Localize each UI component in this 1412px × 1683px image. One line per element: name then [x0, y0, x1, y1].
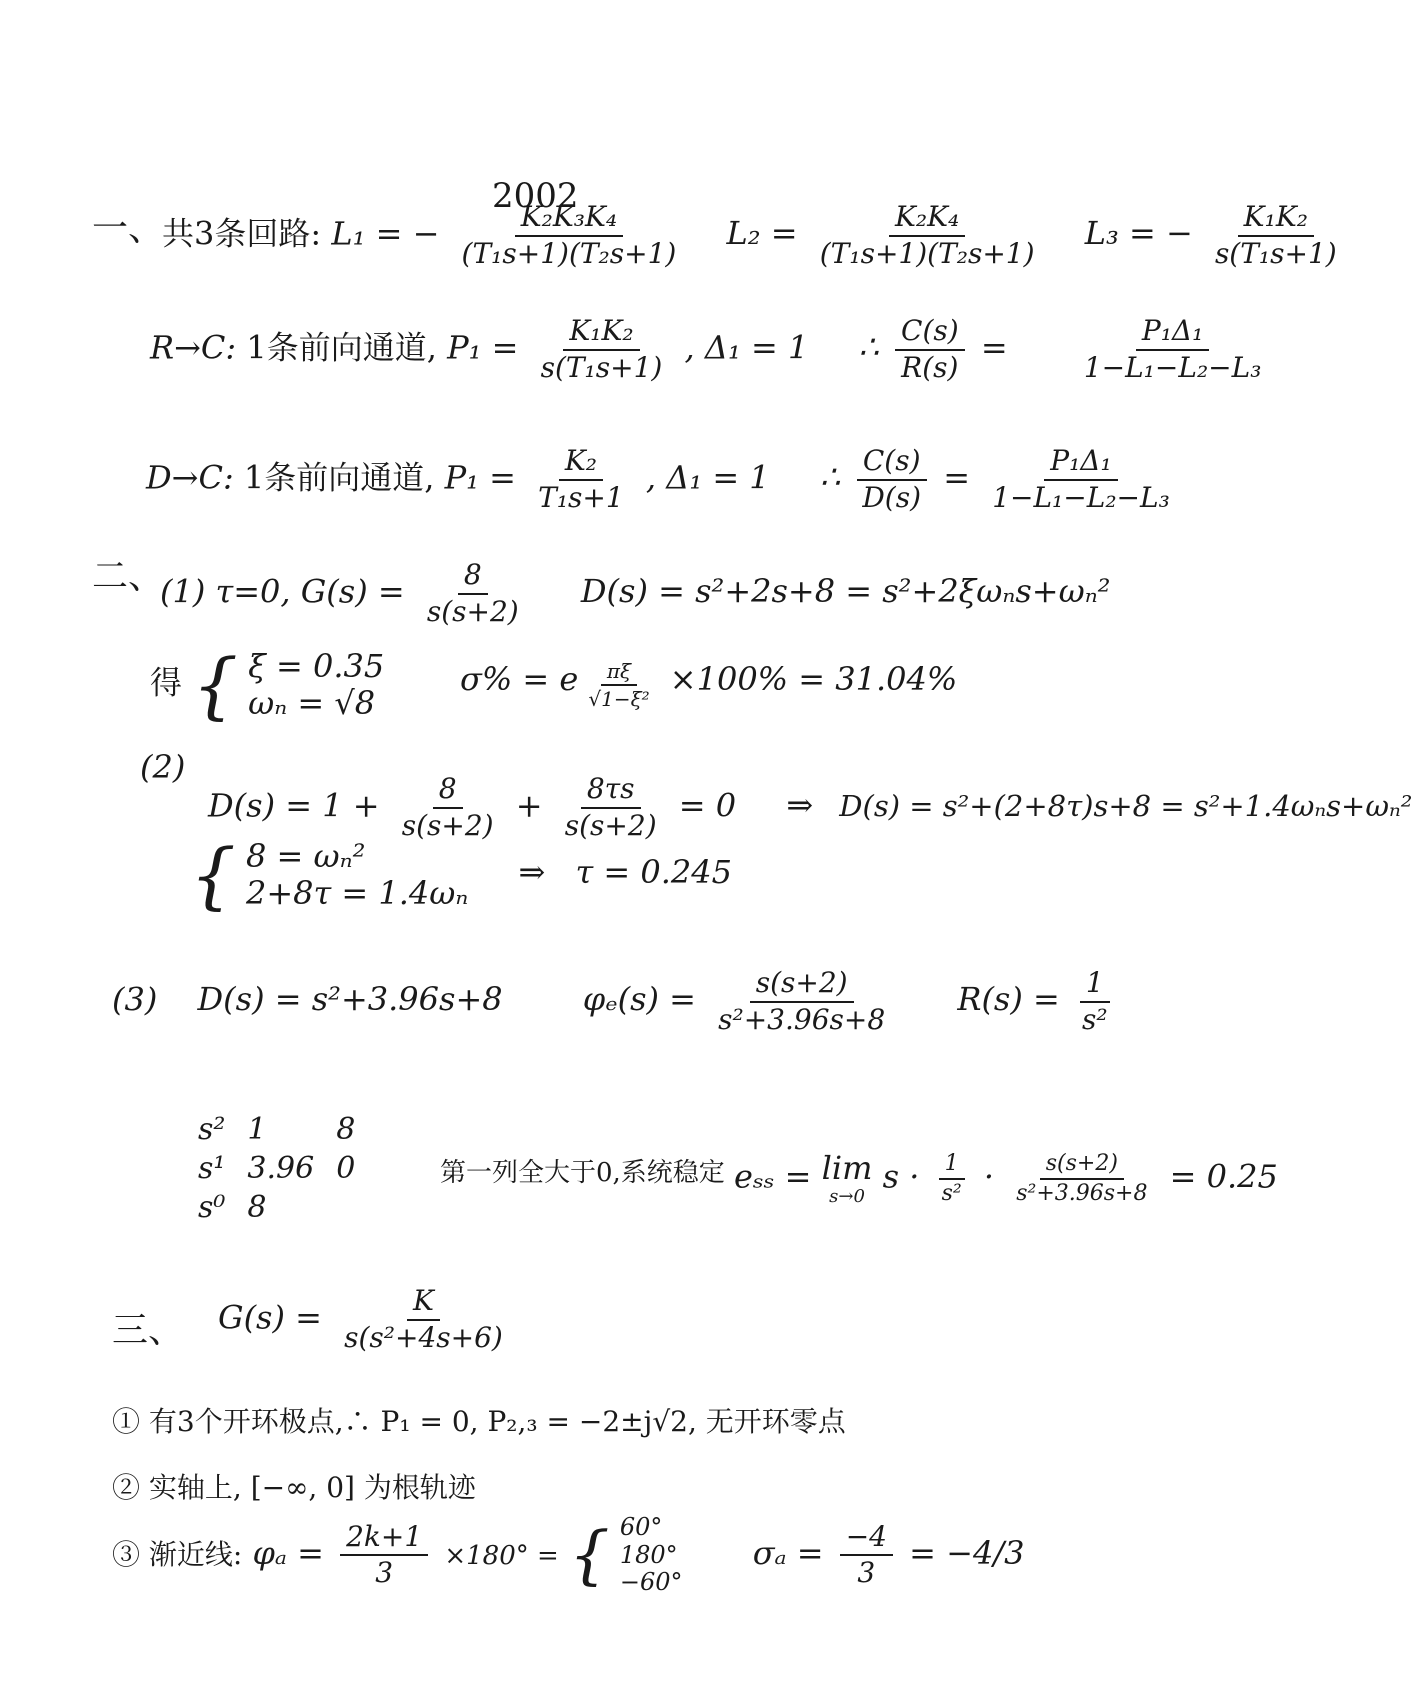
rc-label: R→C: — [150, 328, 237, 367]
section-3-g — [218, 1286, 515, 1354]
ess-f2-fraction — [1010, 1152, 1153, 1206]
part1-overshoot — [460, 660, 957, 710]
loop-l3-numerator: K₁K₂ — [1238, 202, 1314, 237]
part2-d-lhs: D(s) = 1 + — [208, 786, 380, 825]
part2-label: (2) — [140, 748, 186, 786]
part2-tau: τ = 0.245 — [575, 853, 732, 892]
rc-therefore: ∴ — [858, 328, 879, 367]
dc-result-numerator: P₁Δ₁ — [1044, 446, 1118, 481]
part1-xi: ξ = 0.35 — [248, 647, 385, 685]
ess-result: = 0.25 — [1169, 1157, 1278, 1196]
dc-result-denominator: 1−L₁−L₂−L₃ — [992, 480, 1170, 514]
ess-limit — [822, 1150, 873, 1207]
part2-f2-fraction — [559, 774, 663, 842]
part3-r-numerator: 1 — [1080, 968, 1110, 1003]
s3-phi-denominator: 3 — [375, 1556, 394, 1590]
dc-delta: , Δ₁ = 1 — [645, 458, 770, 497]
part1-sigma-lhs: σ% = e — [460, 660, 579, 698]
routh-cell: 3.96 — [247, 1151, 315, 1186]
dc-p-denominator: T₁s+1 — [538, 480, 624, 514]
routh-note: 第一列全大于0,系统稳定 — [440, 1158, 725, 1188]
loop-l1-lhs: L₁ = − — [331, 214, 440, 253]
s3-angle: 180° — [619, 1540, 678, 1569]
part1-g-numerator: 8 — [458, 560, 488, 595]
rc-tf-denominator: R(s) — [901, 350, 959, 384]
s3-item-1: ① 有3个开环极点,∴ P₁ = 0, P₂,₃ = −2±j√2, 无开环零点 — [112, 1405, 846, 1438]
rc-tf-numerator: C(s) — [895, 316, 965, 351]
part1-exponent — [582, 660, 655, 710]
dc-equals: = — [943, 458, 971, 497]
part1-result — [150, 642, 385, 727]
s3-angles-brace: { — [568, 1518, 610, 1593]
part1-get: 得 — [150, 663, 183, 702]
part2-implies: ⇒ — [786, 786, 814, 825]
part2-f1-numerator: 8 — [433, 774, 463, 809]
part2-implies-2: ⇒ — [518, 853, 546, 892]
rc-equals: = — [980, 328, 1008, 367]
ess-lim: lim — [821, 1149, 873, 1187]
part1-brace: { — [192, 642, 238, 727]
s3-sigma-denominator: 3 — [857, 1556, 876, 1590]
dc-line — [146, 446, 1182, 514]
rc-p-fraction — [535, 316, 669, 384]
s3-angle: −60° — [619, 1568, 683, 1597]
loop-l2-fraction — [814, 202, 1041, 270]
routh-cell: 8 — [247, 1190, 267, 1225]
routh-cell: s¹ — [198, 1151, 226, 1186]
s3-g-numerator: K — [407, 1286, 440, 1321]
s3-phi-multiplier: ×180° = — [444, 1540, 559, 1571]
section-1-number: 一、 — [92, 208, 165, 249]
ess-f2-numerator: s(s+2) — [1040, 1152, 1124, 1180]
s3-phi-numerator: 2k+1 — [340, 1522, 428, 1557]
part2-f1-denominator: s(s+2) — [401, 808, 494, 842]
section-2-number: 二、 — [92, 556, 165, 597]
routh-cell: 1 — [247, 1112, 267, 1147]
part1-exponent-denominator: √1−ξ² — [588, 687, 650, 711]
ess-f1-fraction — [936, 1152, 968, 1206]
s3-sigma-rhs: = −4/3 — [909, 1533, 1025, 1572]
dc-text: 1条前向通道, — [243, 458, 435, 497]
part1-g-denominator: s(s+2) — [426, 594, 519, 628]
part2-equations — [246, 838, 468, 912]
part2-eq2: 2+8τ = 1.4ωₙ — [245, 873, 469, 912]
s3-g-fraction — [338, 1286, 509, 1354]
s3-sigma-fraction — [840, 1519, 893, 1590]
loop-l1-numerator: K₂K₃K₄ — [515, 202, 623, 237]
part2-plus: + — [515, 786, 543, 825]
part1-g-fraction — [421, 560, 525, 628]
part3-label: (3) — [112, 980, 158, 1019]
part2-line — [208, 774, 1412, 842]
s3-angles — [620, 1514, 683, 1597]
s3-sigma-lhs: σₐ = — [752, 1533, 824, 1572]
ess-f2-denominator: s²+3.96s+8 — [1016, 1180, 1148, 1206]
part2-system — [190, 832, 732, 917]
rc-p-numerator: K₁K₂ — [563, 316, 639, 351]
part1-line — [160, 560, 1110, 628]
routh-row — [198, 1190, 377, 1229]
part3-phi-denominator: s²+3.96s+8 — [718, 1002, 886, 1036]
dc-result-fraction — [986, 446, 1176, 514]
s3-item-3 — [112, 1514, 1024, 1597]
s3-phi-fraction — [340, 1519, 428, 1590]
loop-l1-fraction — [456, 202, 683, 270]
dc-therefore: ∴ — [819, 458, 841, 497]
loops-line — [162, 202, 1349, 270]
dc-tf-denominator: D(s) — [862, 480, 922, 514]
rc-text: 1条前向通道, — [246, 328, 437, 367]
rc-result-fraction — [1078, 316, 1268, 384]
part2-d-rhs: D(s) = s²+(2+8τ)s+8 = s²+1.4ωₙs+ωₙ² — [839, 789, 1412, 824]
part2-eq1: 8 = ωₙ² — [245, 837, 366, 875]
s3-g-lhs: G(s) = — [218, 1298, 322, 1337]
dc-label: D→C: — [146, 458, 234, 497]
part2-f2-denominator: s(s+2) — [564, 808, 657, 842]
loop-l1-denominator: (T₁s+1)(T₂s+1) — [461, 236, 677, 270]
part3-phi-lhs: φₑ(s) = — [582, 980, 696, 1019]
loop-l3-fraction — [1209, 202, 1343, 270]
s3-item-3-label: ③ 渐近线: — [112, 1537, 243, 1571]
part3-r-denominator: s² — [1081, 1002, 1108, 1036]
steady-state-error — [734, 1150, 1278, 1207]
rc-p-lhs: P₁ = — [447, 328, 519, 367]
routh-cell: 8 — [336, 1112, 356, 1147]
routh-cell: 0 — [336, 1151, 356, 1186]
part3-d: D(s) = s²+3.96s+8 — [197, 980, 503, 1019]
part1-condition: τ=0, — [215, 572, 291, 611]
routh-cell — [336, 1190, 377, 1229]
part1-sigma-rhs: ×100% = 31.04% — [669, 660, 958, 698]
rc-tf-fraction — [895, 316, 965, 384]
ess-s: s · — [882, 1157, 920, 1196]
part3-phi-numerator: s(s+2) — [750, 968, 854, 1003]
routh-row — [198, 1112, 377, 1151]
loop-l2-denominator: (T₁s+1)(T₂s+1) — [819, 236, 1035, 270]
part1-system — [248, 648, 384, 722]
dc-p-lhs: P₁ = — [444, 458, 516, 497]
ess-lhs: eₛₛ = — [734, 1157, 812, 1196]
s3-angle: 60° — [619, 1513, 663, 1541]
dc-tf-numerator: C(s) — [857, 446, 927, 481]
part2-zero: = 0 — [678, 786, 737, 825]
part3-r-lhs: R(s) = — [957, 980, 1060, 1019]
routh-table — [198, 1112, 377, 1229]
dc-p-numerator: K₂ — [559, 446, 603, 481]
section-3-number: 三、 — [112, 1310, 185, 1351]
ess-dot: · — [983, 1157, 995, 1196]
part1-exponent-numerator: πξ — [601, 660, 637, 686]
ess-f1-denominator: s² — [941, 1180, 962, 1206]
rc-result-denominator: 1−L₁−L₂−L₃ — [1083, 350, 1262, 384]
rc-p-denominator: s(T₁s+1) — [540, 350, 663, 384]
page-year: 2002 — [492, 176, 579, 216]
rc-delta: , Δ₁ = 1 — [684, 328, 809, 367]
part2-f2-numerator: 8τs — [581, 774, 641, 809]
part1-d-equation: D(s) = s²+2s+8 = s²+2ξωₙs+ωₙ² — [580, 572, 1111, 611]
part1-label: (1) — [160, 572, 206, 611]
s3-g-denominator: s(s²+4s+6) — [344, 1320, 503, 1354]
loop-l3-denominator: s(T₁s+1) — [1214, 236, 1337, 270]
rc-line — [150, 316, 1273, 384]
routh-cell: s² — [198, 1112, 226, 1147]
loop-l3-lhs: L₃ = − — [1084, 214, 1193, 253]
s3-phi-lhs: φₐ = — [252, 1533, 324, 1572]
part3-phi-fraction — [712, 968, 891, 1036]
dc-tf-fraction — [856, 446, 927, 514]
s3-sigma-numerator: −4 — [840, 1522, 893, 1557]
part1-g-lhs: G(s) = — [300, 572, 405, 611]
routh-row — [198, 1151, 377, 1190]
part2-f1-fraction — [396, 774, 500, 842]
s3-item-2: ② 实轴上, [−∞, 0] 为根轨迹 — [112, 1471, 476, 1504]
routh-cell: s⁰ — [198, 1190, 226, 1225]
loops-intro: 共3条回路: — [162, 214, 322, 253]
part1-wn: ωₙ = √8 — [248, 683, 376, 722]
ess-lim-sub: s→0 — [829, 1185, 865, 1207]
part2-brace: { — [190, 832, 236, 917]
part3-r-fraction — [1076, 968, 1114, 1036]
loop-l2-numerator: K₂K₄ — [889, 202, 965, 237]
dc-p-fraction — [532, 446, 630, 514]
ess-f1-numerator: 1 — [939, 1152, 965, 1180]
rc-result-numerator: P₁Δ₁ — [1136, 316, 1210, 351]
part3-line — [112, 968, 1120, 1036]
loop-l2-lhs: L₂ = — [726, 214, 798, 253]
